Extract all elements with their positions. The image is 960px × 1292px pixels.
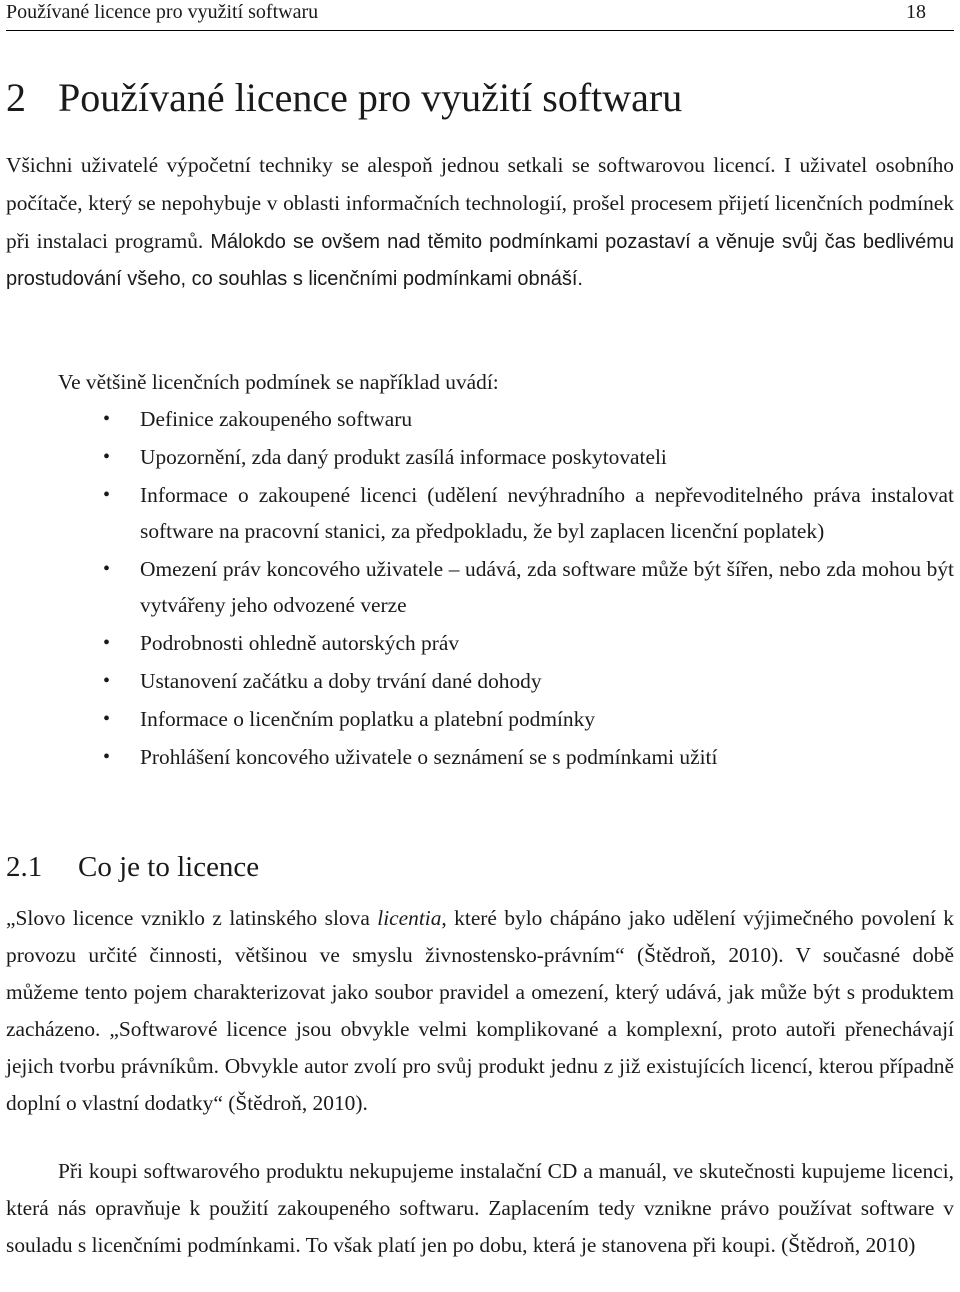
section-title: Co je to licence (78, 851, 260, 883)
list-intro: Ve většině licenčních podmínek se například uvádí: (58, 370, 499, 394)
list-item-text: Omezení práv koncového uživatele – udává, zda software může být šířen, nebo zda mohou být vytvářeny jeho odvozené verze (140, 557, 954, 617)
chapter-title: Používané licence pro využití softwaru (58, 75, 683, 120)
license-terms-list (0, 401, 954, 777)
intro-paragraph (6, 147, 954, 298)
list-item (0, 439, 954, 475)
list-item (0, 663, 954, 699)
page-number: 18 (906, 1, 926, 23)
latin-term: licentia (377, 906, 442, 930)
chapter-number: 2 (6, 75, 26, 120)
bullet-icon: • (103, 632, 111, 654)
list-item-text: Informace o zakoupené licenci (udělení nevýhradního a nepřevoditelného práva instalovat software na pracovní stanici, za předpokladu, že byl zaplacen licenční poplatek) (140, 483, 954, 543)
list-item-text: Informace o licenčním poplatku a platební podmínky (140, 707, 596, 731)
list-item-text: Ustanovení začátku a doby trvání dané dohody (140, 669, 542, 693)
list-item (0, 625, 954, 661)
purchase-paragraph: Při koupi softwarového produktu nekupujeme instalační CD a manuál, ve skutečnosti kupujeme licenci, která nás opravňuje k použití zakoupeného softwaru. Zaplacením tedy vznikne právo používat software v souladu s licenčními podmínkami. To však platí jen po dobu, která je stanovena při koupi. (Štědroň, 2010) (6, 1159, 954, 1257)
bullet-icon: • (103, 746, 111, 768)
bullet-icon: • (103, 670, 111, 692)
bullet-icon: • (103, 484, 111, 506)
list-item-text: Definice zakoupeného softwaru (140, 407, 413, 431)
list-item (0, 401, 954, 437)
definition-paragraph-rest: , které bylo chápáno jako udělení výjimečného povolení k provozu určité činnosti, většinou ve smyslu živnostensko-právním“ (Štědroň, 2010). V současné době můžeme tento pojem charakterizovat jako soubor pravidel a omezení, který udává, jak může být s produktem zacházeno. „Softwarové licence jsou obvykle velmi komplikované a komplexní, proto autoři přenechávají jejich tvorbu právníkům. Obvykle autor zvolí pro svůj produkt jednu z již existujících licencí, kterou případně doplní o vlastní dodatky“ (Štědroň, 2010). (6, 906, 954, 1115)
intro-paragraph-part1: Všichni uživatelé výpočetní techniky se alespoň jednou setkali se softwarovou licencí. I uživatel osobního počítače, který se nepohybuje v oblasti informačních technologií, prošel procesem přijetí licenčních podmínek při instalaci programů. (6, 153, 954, 253)
intro-paragraph-part2: Málokdo se ovšem nad těmito podmínkami pozastaví a věnuje svůj čas bedlivému prostudování všeho, co souhlas s licenčními podmínkami obnáší. (6, 231, 954, 290)
chapter-heading (6, 74, 682, 122)
list-item-text: Prohlášení koncového uživatele o seznámení se s podmínkami užití (140, 745, 718, 769)
list-item-text: Upozornění, zda daný produkt zasílá informace poskytovateli (140, 445, 667, 469)
list-item (0, 551, 954, 623)
bullet-icon: • (103, 446, 111, 468)
list-item (0, 701, 954, 737)
section-heading (6, 849, 259, 885)
bullet-icon: • (103, 558, 111, 580)
bullet-icon: • (103, 708, 111, 730)
running-header-title: Používané licence pro využití softwaru (6, 1, 319, 23)
definition-paragraph-lead: „Slovo licence vzniklo z latinského slova (6, 906, 378, 930)
list-item-text: Podrobnosti ohledně autorských práv (140, 631, 460, 655)
list-item (0, 739, 954, 775)
section-number: 2.1 (6, 851, 43, 883)
list-item (0, 477, 954, 549)
definition-paragraph (6, 900, 954, 1122)
bullet-icon: • (103, 408, 111, 430)
running-header (6, 0, 954, 31)
